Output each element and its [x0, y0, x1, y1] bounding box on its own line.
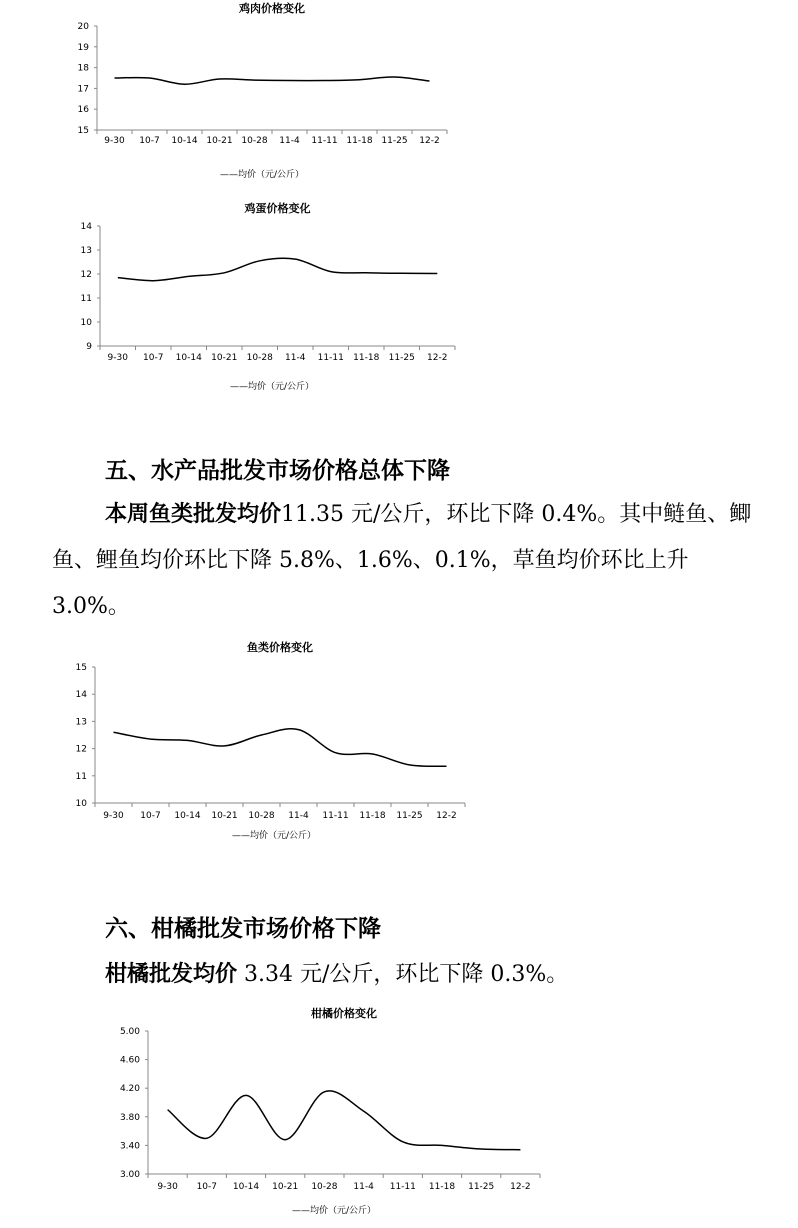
y-tick-label: 11 — [80, 294, 92, 304]
y-tick-label: 9 — [86, 342, 92, 352]
y-tick-label: 3.80 — [119, 1112, 140, 1123]
egg-price-chart — [0, 195, 798, 405]
y-tick-label: 4.60 — [119, 1055, 140, 1066]
x-tick-label: 11-11 — [311, 136, 338, 146]
x-tick-label: 10-28 — [246, 353, 273, 363]
x-tick-label: 10-14 — [175, 353, 202, 363]
section-6-lead: 柑橘批发均价 — [105, 962, 238, 987]
chart-title: 柑橘价格变化 — [311, 1007, 377, 1020]
x-tick-label: 11-18 — [428, 1182, 456, 1192]
x-tick-label: 11-18 — [359, 811, 386, 821]
x-tick-label: 11-11 — [322, 811, 349, 821]
y-tick-label: 10 — [75, 799, 87, 809]
x-tick-label: 11-25 — [468, 1182, 495, 1192]
y-tick-label: 17 — [77, 84, 89, 95]
x-tick-label: 10-21 — [272, 1182, 299, 1192]
y-tick-label: 19 — [77, 42, 89, 53]
x-tick-label: 9-30 — [103, 811, 124, 821]
y-tick-label: 14 — [80, 222, 92, 232]
x-tick-label: 11-11 — [389, 1182, 416, 1192]
y-tick-label: 10 — [80, 318, 92, 328]
section-5-paragraph — [52, 492, 752, 630]
fish-price-chart — [0, 632, 798, 847]
x-tick-label: 10-7 — [139, 136, 160, 146]
y-tick-label: 16 — [77, 105, 89, 116]
y-tick-label: 20 — [77, 22, 89, 32]
x-tick-label: 12-2 — [427, 353, 448, 363]
y-tick-label: 4.20 — [119, 1084, 140, 1095]
series-line — [114, 729, 447, 767]
x-tick-label: 11-4 — [353, 1182, 374, 1192]
x-tick-label: 10-21 — [206, 136, 233, 146]
y-tick-label: 3.00 — [119, 1170, 140, 1180]
x-tick-label: 10-28 — [311, 1182, 338, 1192]
x-tick-label: 11-25 — [396, 811, 423, 821]
x-tick-label: 11-4 — [288, 811, 309, 821]
section-5-heading: 五、水产品批发市场价格总体下降 — [105, 458, 450, 484]
x-tick-label: 11-18 — [353, 353, 380, 363]
series-line — [115, 77, 430, 84]
section-5-body: 11.35 元/公斤，环比下降 0.4%。其中鲢鱼、鲫鱼、鲤鱼均价环比下降 5.8%、1.6%、0.1%，草鱼均价环比上升 3.0%。 — [52, 502, 752, 619]
chart-title: 鸡蛋价格变化 — [244, 202, 311, 215]
x-tick-label: 12-2 — [510, 1182, 531, 1192]
x-tick-label: 10-21 — [211, 811, 238, 821]
x-tick-label: 11-25 — [381, 136, 408, 146]
x-tick-label: 10-14 — [232, 1182, 260, 1192]
section-6-body: 3.34 元/公斤，环比下降 0.3%。 — [244, 962, 569, 987]
section-6-paragraph — [105, 957, 568, 988]
x-tick-label: 11-4 — [279, 136, 300, 146]
legend-entry: ——均价（元/公斤） — [292, 1206, 377, 1216]
y-tick-label: 15 — [75, 663, 87, 673]
y-tick-label: 13 — [75, 717, 87, 728]
x-tick-label: 10-14 — [171, 136, 198, 146]
section-5-lead: 本周鱼类批发均价 — [105, 502, 282, 527]
x-tick-label: 10-7 — [140, 811, 161, 821]
x-tick-label: 11-25 — [388, 353, 415, 363]
x-tick-label: 10-14 — [174, 811, 201, 821]
x-tick-label: 11-11 — [317, 353, 344, 363]
x-tick-label: 9-30 — [107, 353, 128, 363]
chicken-price-chart — [0, 0, 798, 195]
x-tick-label: 9-30 — [157, 1182, 178, 1192]
legend-entry: ——均价（元/公斤） — [230, 382, 315, 392]
y-tick-label: 14 — [75, 690, 87, 701]
x-tick-label: 11-4 — [285, 353, 306, 363]
y-tick-label: 3.40 — [119, 1141, 140, 1152]
series-line — [118, 258, 438, 280]
series-line — [168, 1091, 521, 1150]
x-tick-label: 10-28 — [248, 811, 275, 821]
x-tick-label: 10-28 — [241, 136, 268, 146]
y-tick-label: 11 — [75, 771, 87, 782]
y-tick-label: 15 — [77, 126, 89, 136]
y-tick-label: 12 — [75, 744, 87, 755]
x-tick-label: 12-2 — [419, 136, 440, 146]
x-tick-label: 12-2 — [436, 811, 457, 821]
section-6-heading: 六、柑橘批发市场价格下降 — [105, 916, 381, 942]
y-tick-label: 12 — [80, 270, 92, 280]
x-tick-label: 10-7 — [196, 1182, 218, 1192]
chart-title: 鸡肉价格变化 — [239, 2, 305, 15]
citrus-price-chart — [0, 1000, 798, 1225]
chart-title: 鱼类价格变化 — [247, 641, 313, 654]
y-tick-label: 5.00 — [119, 1027, 140, 1037]
x-tick-label: 10-21 — [211, 353, 238, 363]
legend-entry: ——均价（元/公斤） — [232, 831, 317, 841]
y-tick-label: 18 — [77, 63, 89, 74]
legend-entry: ——均价（元/公斤） — [220, 170, 305, 180]
x-tick-label: 11-18 — [346, 136, 373, 146]
x-tick-label: 9-30 — [104, 136, 125, 146]
x-tick-label: 10-7 — [143, 353, 164, 363]
y-tick-label: 13 — [80, 246, 92, 256]
